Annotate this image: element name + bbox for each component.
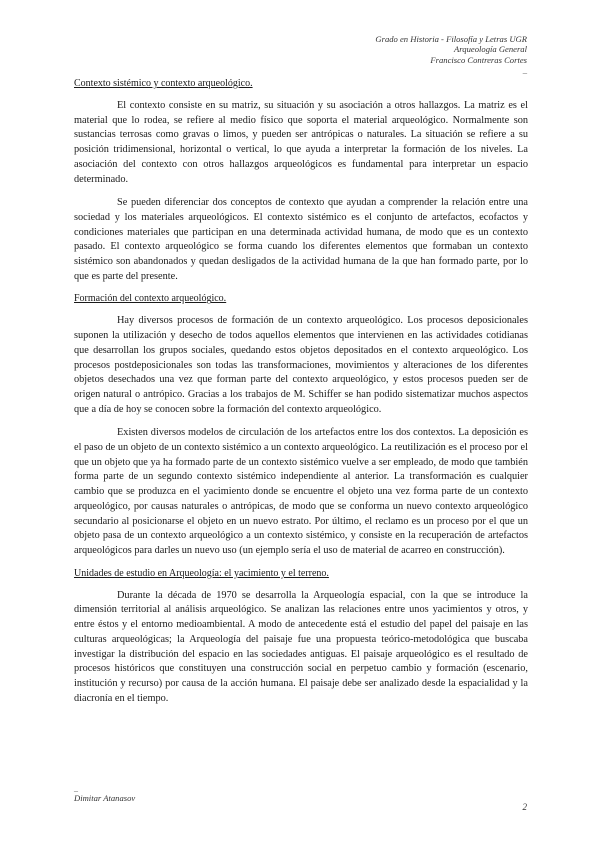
paragraph: Hay diversos procesos de formación de un contexto arqueológico. Los procesos deposicionales suponen la utilización y desecho de todos aquellos elementos que intervienen en las actividades cotidianas que desarrollan los grupos sociales, quedando estos objetos depositados en el contexto arqueológico. Los procesos postdeposicionales son todas las transformaciones, movimientos y alteraciones de los diferentes objetos desechados una vez que forman parte del contexto arqueológico, y estos procesos pueden ser de origen natural o antrópico. Gracias a los trabajos de M. Schiffer se han podido sistematizar muchos aspectos que a día de hoy se conocen sobre la formación del contexto arqueológico. <box>74 315 528 415</box>
document-body <box>74 78 528 715</box>
section-heading-contexto: Contexto sistémico y contexto arqueológico. <box>74 78 253 89</box>
footer-separator: _ <box>74 784 78 793</box>
page-header <box>375 34 527 76</box>
paragraph: Se pueden diferenciar dos conceptos de contexto que ayudan a comprender la relación entre una sociedad y los materiales arqueológicos. El contexto sistémico es el conjunto de artefactos, ecofactos y condiciones materiales que participan en una determinada actividad humana, de modo que es un contexto pasado. El contexto arqueológico se forma cuando los diferentes elementos que formaban un contexto sistémico son abandonados y quedan desligados de la actividad humana de la que han formado parte, por lo que es parte del presente. <box>74 197 528 282</box>
header-subject: Arqueología General <box>454 44 527 55</box>
footer-author: Dimitar Atanasov <box>74 793 136 803</box>
section-heading-unidades: Unidades de estudio en Arqueología: el yacimiento y el terreno. <box>74 567 329 579</box>
page-footer <box>74 785 528 803</box>
paragraph: El contexto consiste en su matriz, su situación y su asociación a otros hallazgos. La matriz es el material que lo rodea, se refiere al medio físico que soporta el material arqueológico. Normalmente son sustancias terrosas como gravas o limos, y pueden ser antrópicas o naturales. La situación se refiere a su posición tridimensional, horizontal o vertical, lo que ayuda a interpretar la formación de los niveles. La asociación del contexto con otros hallazgos arqueológicos es fundamental para interpretar un espacio determinado. <box>74 100 528 185</box>
header-professor: Francisco Contreras Cortes <box>430 54 527 65</box>
section-heading-formacion: Formación del contexto arqueológico. <box>74 293 227 305</box>
paragraph: Durante la década de 1970 se desarrolla la Arqueología espacial, con la que se introduce la dimensión territorial al análisis arqueológico. Se analizan las relaciones entre unos yacimientos y otros, y entre éstos y el entorno medioambiental. A modo de antecedente está el estudio del papel del paisaje en las culturas arqueológicas; la Arqueología del paisaje fue una propuesta teórico-metodológica que buscaba investigar la distribución del espacio en las sociedades antiguas. El paisaje arqueológico es el resultado de procesos históricos que constituyen una construcción social en perpetuo cambio y formación (escenario, institución y recurso) por causa de la acción humana. El paisaje debe ser analizado desde la espacialidad y la diacronía en el tiempo. <box>74 589 528 704</box>
header-separator: _ <box>522 65 527 76</box>
header-course: Grado en Historia - Filosofía y Letras UGR <box>375 34 527 44</box>
paragraph: Existen diversos modelos de circulación de los artefactos entre los dos contextos. La deposición es el paso de un objeto de un contexto sistémico a un contexto arqueológico. La reutilización es el proceso por el que un objeto que ya ha formado parte de un contexto sistémico vuelve a ser empleado, de modo que también forma parte de un segundo contexto sistémico independiente al anterior. La transformación es cualquier cambio que se produzca en el yacimiento donde se encuentre el objeto una vez forma parte de un contexto arqueológico, por causas naturales o antrópicas, de modo que se conforma un nuevo contexto arqueológico secundario al posicionarse el objeto en un nuevo estrato. Por último, el reclamo es un proceso por el que un objeto pasa de un contexto arqueológico a un contexto sistémico, y consiste en la recuperación de artefactos arqueológicos para darles un nuevo uso (un ejemplo sería el uso de material de acarreo en construcción). <box>74 427 528 556</box>
page-number: 2 <box>522 802 527 812</box>
